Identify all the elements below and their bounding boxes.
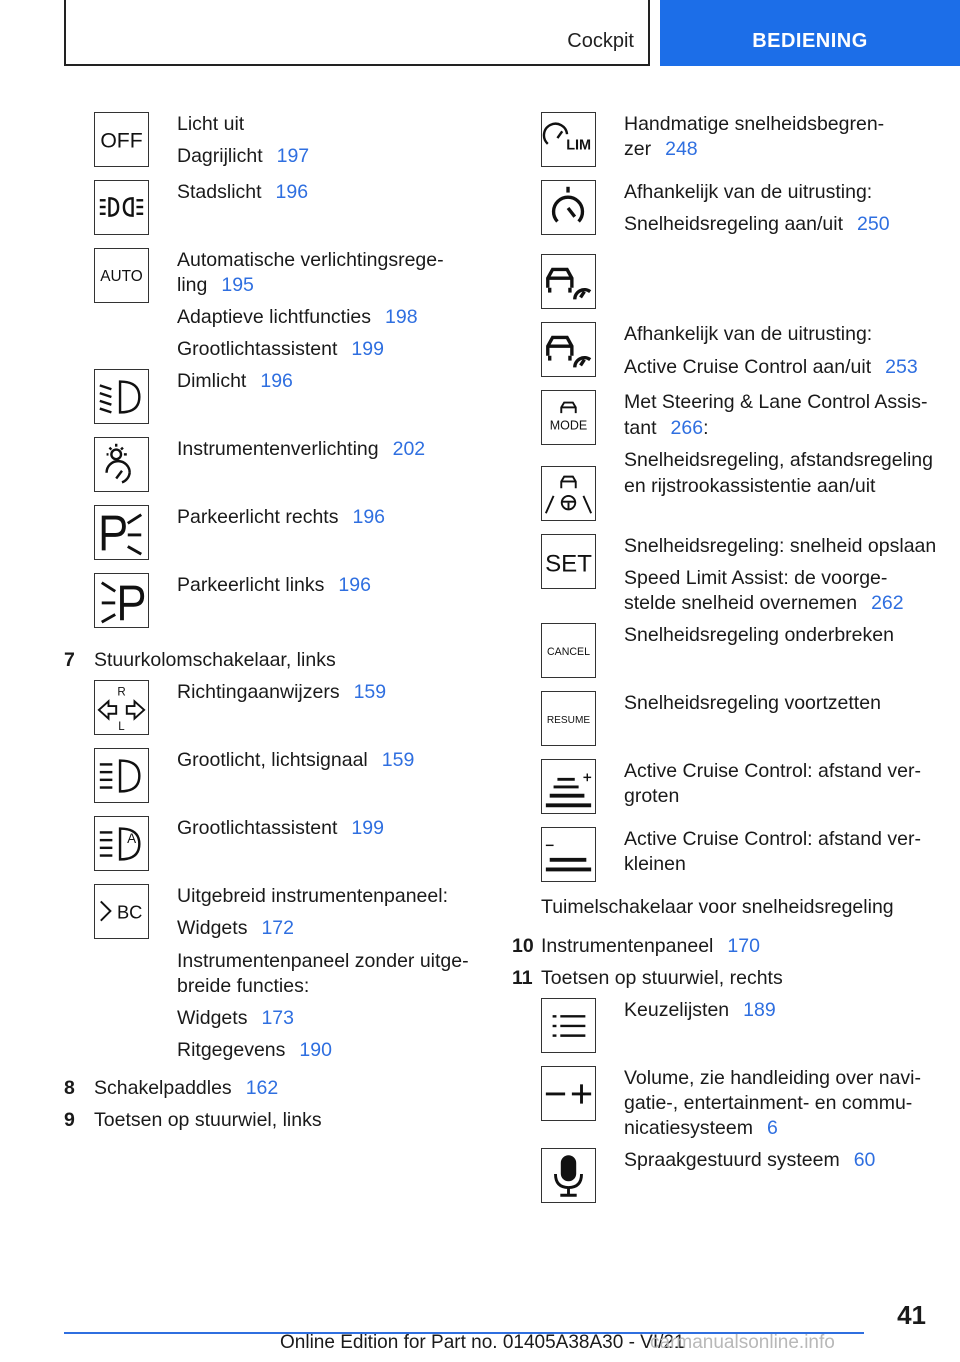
item-text: Active Cruise Control: afstand ver- [624,828,921,850]
item-text: Handmatige snelheidsbegren- [624,113,885,135]
rocker-note: Tuimelschakelaar voor snelheidsregeling [541,896,894,918]
page-reference-link[interactable]: 173 [261,1007,294,1029]
item-text: Snelheidsregeling aan/uit [624,213,843,235]
auto-icon-text: AUTO [100,267,143,285]
page-reference-link[interactable]: 195 [221,274,254,296]
page-number: 41 [897,1300,926,1330]
page-reference-link[interactable]: 199 [351,338,384,360]
item-text: Parkeerlicht links [177,574,325,596]
lim-icon [541,112,596,167]
item-text: Automatische verlichtingsrege- [177,249,444,271]
item-text: Dagrijlicht [177,145,263,167]
acc-icon-2 [541,322,596,377]
cancel-icon [541,623,596,678]
item-text: Grootlichtassistent [177,817,338,839]
turn-signal-r-text: R [117,686,126,699]
item-text: stelde snelheid overnemen [624,592,858,614]
item-text: breide functies: [177,975,310,997]
section-title: Cockpit [567,30,634,52]
page-reference-link[interactable]: 250 [857,213,890,235]
distance-minus-icon [541,827,596,882]
page-reference-link[interactable]: 60 [853,1149,876,1171]
page-reference-link[interactable]: 198 [385,306,418,328]
page-reference-link[interactable]: 196 [275,181,309,203]
item-text: Grootlichtassistent [177,338,338,360]
item-title: Toetsen op stuurwiel, links [94,1109,322,1131]
item-text: Snelheidsregeling onderbreken [624,624,894,646]
acc-icon-1 [541,254,596,309]
item-text: ling [177,274,208,296]
mode-icon-text: MODE [549,418,588,433]
page-reference-link[interactable]: 262 [871,592,904,614]
item-number: 10 [512,935,534,957]
item-text: Volume, zie handleiding over navi- [624,1067,922,1089]
item-text: Instrumentenverlichting [177,438,379,460]
item-text: Ritgegevens [177,1039,286,1061]
item-text: Active Cruise Control aan/uit [624,356,872,378]
high-beam-icon [94,748,149,803]
microphone-icon [541,1148,596,1203]
item-text: Adaptieve lichtfuncties [177,306,372,328]
item-text: Uitgebreid instrumentenpaneel: [177,885,449,907]
resume-icon-text: RESUME [546,714,591,726]
item-text: Snelheidsregeling, afstandsregeling [624,449,933,471]
footer-edition: Online Edition for Part no. 01405A38A30 - VI/21 [280,1332,685,1353]
item-text: groten [624,785,680,807]
item-text: Stadslicht [177,181,262,203]
low-beam-icon [94,369,149,424]
mode-icon [541,390,596,445]
item-text: Snelheidsregeling: snelheid opslaan [624,535,937,557]
high-beam-assist-a-text: A [127,831,137,847]
item-text: Snelheidsregeling voortzetten [624,692,881,714]
set-icon [541,534,596,589]
page-reference-link[interactable]: 196 [352,506,386,528]
item-text: Speed Limit Assist: de voorge- [624,567,888,589]
item-text: Richtingaanwijzers [177,681,340,703]
item-title: Stuurkolomschakelaar, links [94,649,336,671]
item-text: en rijstrookassistentie aan/uit [624,475,876,497]
item-text: Widgets [177,917,248,939]
item-title: Toetsen op stuurwiel, rechts [541,967,783,989]
off-icon-text: OFF [100,129,143,153]
item-text: Active Cruise Control: afstand ver- [624,760,921,782]
cancel-icon-text: CANCEL [547,645,590,658]
item-text: Instrumentenpaneel zonder uitge- [177,950,469,972]
page-reference-link[interactable]: 190 [299,1039,332,1061]
parking-light-left-icon [94,573,149,628]
item-text: Afhankelijk van de uitrusting: [624,323,873,345]
item-text: Grootlicht, lichtsignaal [177,749,368,771]
item-text: Spraakgestuurd systeem [624,1149,840,1171]
item-text: Afhankelijk van de uitrusting: [624,181,873,203]
item-text: Parkeerlicht rechts [177,506,339,528]
turn-signal-l-text: L [118,721,125,734]
high-beam-assist-icon [94,816,149,871]
resume-icon [541,691,596,746]
page-reference-link[interactable]: 159 [353,681,387,703]
item-text: tant [624,417,657,439]
item-text: Keuzelijsten [624,999,730,1021]
turn-signal-icon [94,680,149,735]
page-reference-link[interactable]: 248 [665,138,698,160]
page-reference-link[interactable]: 172 [261,917,294,939]
item-text: Met Steering & Lane Control Assis- [624,391,928,413]
parking-light-right-icon [94,505,149,560]
page-reference-link[interactable]: 6 [766,1117,778,1139]
auto-icon [94,248,149,303]
volume-icon [541,1066,596,1121]
item-text: kleinen [624,853,686,875]
item-number: 9 [64,1109,75,1131]
page-reference-link[interactable]: 159 [381,749,415,771]
page-reference-link[interactable]: 253 [885,356,918,378]
page-reference-link[interactable]: 189 [743,999,776,1021]
list-icon [541,998,596,1053]
off-icon [94,112,149,167]
lim-icon-text: LIM [566,137,592,154]
page-reference-link[interactable]: 197 [276,145,310,167]
page-reference-link[interactable]: 266 [670,417,704,439]
item-title: Instrumentenpaneel [541,935,714,957]
page-reference-link[interactable]: 196 [338,574,371,596]
item-title: Schakelpaddles [94,1077,232,1099]
page-reference-link[interactable]: 202 [392,438,426,460]
item-text-suffix: : [703,417,709,439]
item-number: 8 [64,1077,75,1099]
set-icon-text: SET [545,550,592,578]
header-section-box [64,0,650,66]
page-reference-link[interactable]: 170 [727,935,760,957]
watermark: carmanualsonline.info [650,1332,835,1353]
item-text: Widgets [177,1007,248,1029]
item-text: nicatiesysteem [624,1117,753,1139]
item-text: zer [624,138,652,160]
parking-lights-icon [94,180,149,235]
cruise-control-icon [541,180,596,235]
page-reference-link[interactable]: 162 [245,1077,279,1099]
bc-icon-text: BC [116,901,143,923]
item-text: Dimlicht [177,370,247,392]
header-chapter-box [660,0,960,66]
page-reference-link[interactable]: 199 [351,817,384,839]
bc-icon [94,884,149,939]
lane-assist-icon [541,466,596,521]
instrument-lighting-icon [94,437,149,492]
chapter-title: BEDIENING [752,30,868,52]
item-number: 11 [512,967,533,989]
item-text: Licht uit [177,113,245,135]
item-number: 7 [64,649,75,671]
item-text: gatie-, entertainment- en commu- [624,1092,913,1114]
distance-plus-icon [541,759,596,814]
page-reference-link[interactable]: 196 [260,370,293,392]
